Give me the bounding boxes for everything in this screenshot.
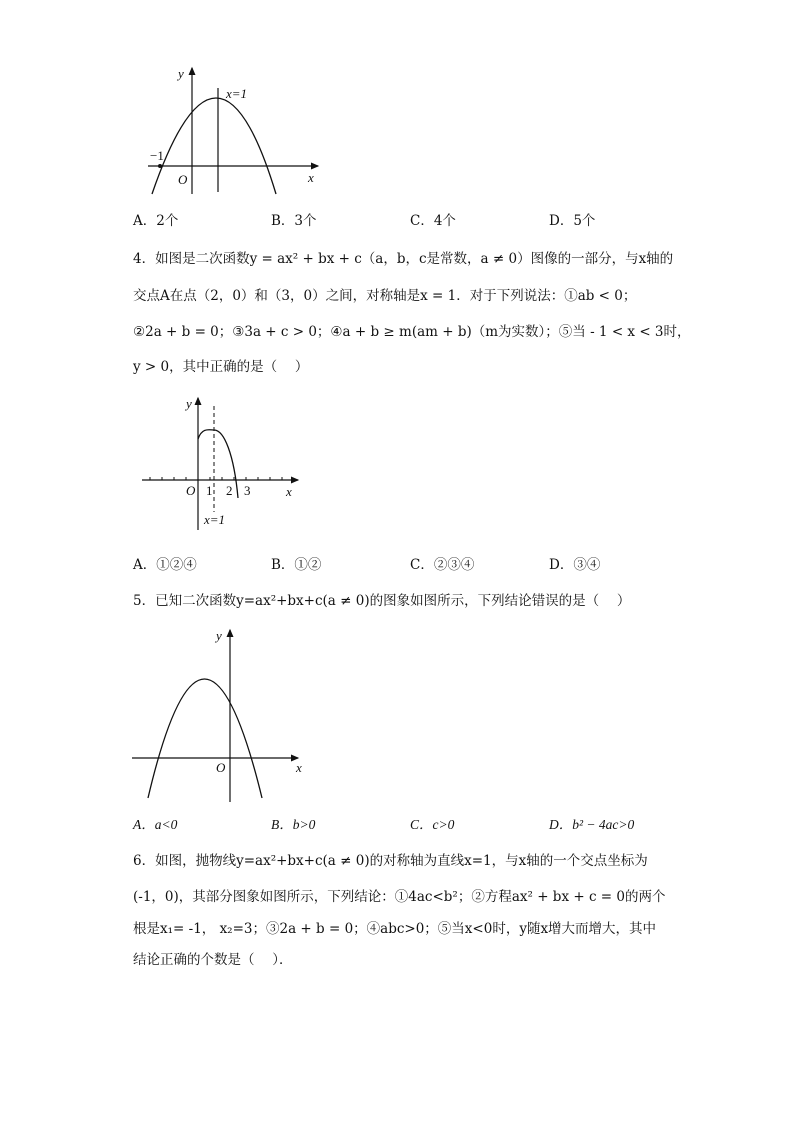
parabola-curve (148, 679, 262, 798)
figure-parabola-q4 (140, 394, 310, 534)
y-label: y (178, 66, 184, 81)
axis-label: x=1 (204, 512, 226, 527)
origin-label: O (178, 172, 188, 187)
point-neg-one (158, 164, 162, 168)
x-label: x (296, 760, 302, 775)
q5-line-1: 5．已知二次函数y=ax²+bx+c(a ≠ 0)的图象如图所示，下列结论错误的是（ ） (133, 593, 631, 609)
q4-option-c[interactable]: C．②③④ (410, 557, 475, 573)
q6-line-1: 6．如图，抛物线y=ax²+bx+c(a ≠ 0)的对称轴为直线x=1，与x轴的一个交点坐标为 (133, 853, 648, 869)
neg-one-label: −1 (150, 148, 164, 163)
q5-option-d[interactable]: D．b² − 4ac>0 (549, 817, 635, 832)
q6-line-4: 结论正确的个数是（ ）． (133, 952, 293, 968)
y-label: y (186, 396, 192, 411)
q3-option-c[interactable]: C．4个 (410, 213, 456, 229)
q4-line-1: 4．如图是二次函数y = ax² + bx + c（a，b，c是常数，a ≠ 0）图像的一部分，与x轴的 (133, 251, 674, 267)
q5-option-c[interactable]: C．c>0 (410, 817, 455, 832)
q5-option-b[interactable]: B．b>0 (271, 817, 316, 832)
q4-line-2: 交点A在点（2，0）和（3，0）之间，对称轴是x = 1．对于下列说法：①ab < 0； (133, 288, 637, 304)
q6-line-2: (-1，0)，其部分图象如图所示，下列结论：①4ac<b²；②方程ax² + bx + c = 0的两个 (133, 889, 666, 905)
origin-label: O (186, 483, 196, 498)
q4-option-a[interactable]: A．①②④ (133, 557, 197, 573)
q3-option-d[interactable]: D．5个 (549, 213, 596, 229)
figure-parabola-q3 (140, 62, 330, 202)
figure-parabola-q5 (128, 626, 308, 806)
axis-label: x=1 (226, 86, 248, 101)
tick-label-2: 2 (226, 483, 233, 498)
x-label: x (286, 484, 292, 499)
q4-line-3: ②2a + b = 0；③3a + c > 0；④a + b ≥ m(am + b)（m为实数）；⑤当 - 1 < x < 3时， (133, 324, 691, 340)
q4-line-4: y > 0，其中正确的是（ ） (133, 359, 309, 375)
q6-line-3: 根是x₁= -1， x₂=3；③2a + b = 0；④abc>0；⑤当x<0时，y随x增大而增大，其中 (133, 921, 657, 937)
parabola-curve (152, 98, 276, 194)
tick-label-3: 3 (244, 483, 251, 498)
q3-option-b[interactable]: B．3个 (271, 213, 317, 229)
x-label: x (308, 170, 314, 185)
q3-option-a[interactable]: A．2个 (133, 213, 179, 229)
y-label: y (216, 628, 222, 643)
q4-option-d[interactable]: D．③④ (549, 557, 601, 573)
origin-label: O (216, 760, 226, 775)
tick-label-1: 1 (206, 483, 213, 498)
q4-option-b[interactable]: B．①② (271, 557, 322, 573)
q5-option-a[interactable]: A．a<0 (133, 817, 178, 832)
